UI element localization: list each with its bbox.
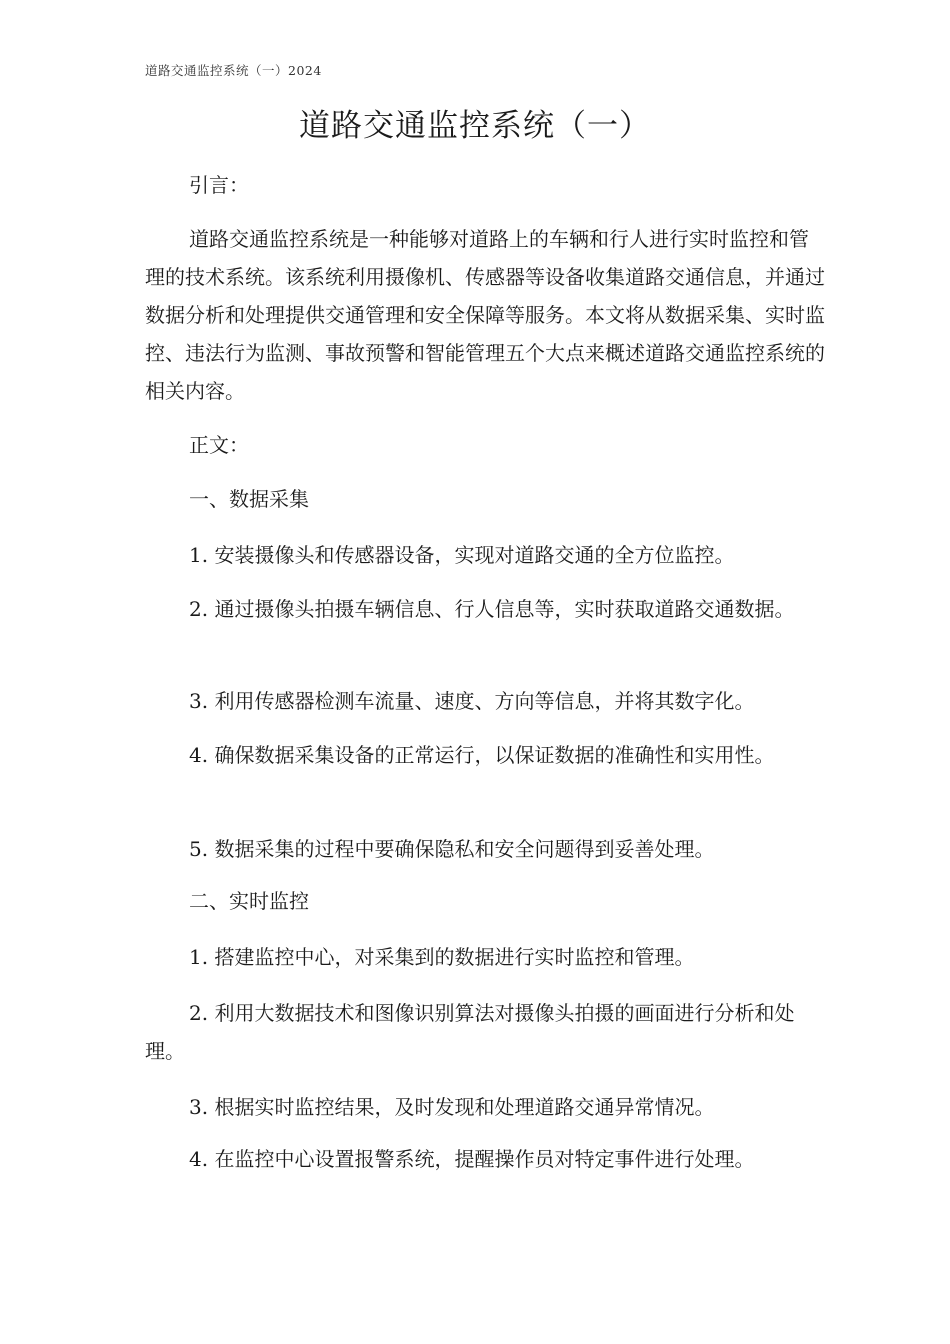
body-label: 正文： — [189, 433, 249, 457]
intro-label: 引言： — [189, 173, 249, 197]
list-item: 4. 在监控中心设置报警系统，提醒操作员对特定事件进行处理。 — [189, 1147, 755, 1171]
list-item: 3. 利用传感器检测车流量、速度、方向等信息，并将其数字化。 — [189, 689, 755, 713]
list-item: 5. 数据采集的过程中要确保隐私和安全问题得到妥善处理。 — [189, 837, 715, 861]
document-title: 道路交通监控系统（一） — [299, 108, 651, 144]
intro-paragraph: 道路交通监控系统是一种能够对道路上的车辆和行人进行实时监控和管理的技术系统。该系统利用摄像机、传感器等设备收集道路交通信息，并通过数据分析和处理提供交通管理和安全保障等服务。本文将从数据采集、实时监控、违法行为监测、事故预警和智能管理五个大点来概述道路交通监控系统的相关内容。 — [145, 227, 825, 403]
list-item: 2. 通过摄像头拍摄车辆信息、行人信息等，实时获取道路交通数据。 — [189, 597, 795, 621]
running-header: 道路交通监控系统（一）2024 — [145, 63, 322, 78]
list-item: 1. 搭建监控中心，对采集到的数据进行实时监控和管理。 — [189, 945, 695, 969]
section-heading-data-collection: 一、数据采集 — [189, 487, 309, 511]
list-item: 4. 确保数据采集设备的正常运行，以保证数据的准确性和实用性。 — [189, 743, 775, 767]
list-item: 3. 根据实时监控结果，及时发现和处理道路交通异常情况。 — [189, 1095, 715, 1119]
list-item: 1. 安装摄像头和传感器设备，实现对道路交通的全方位监控。 — [189, 543, 735, 567]
section-heading-realtime-monitoring: 二、实时监控 — [189, 889, 309, 913]
list-item: 2. 利用大数据技术和图像识别算法对摄像头拍摄的画面进行分析和处理。 — [145, 1001, 795, 1063]
